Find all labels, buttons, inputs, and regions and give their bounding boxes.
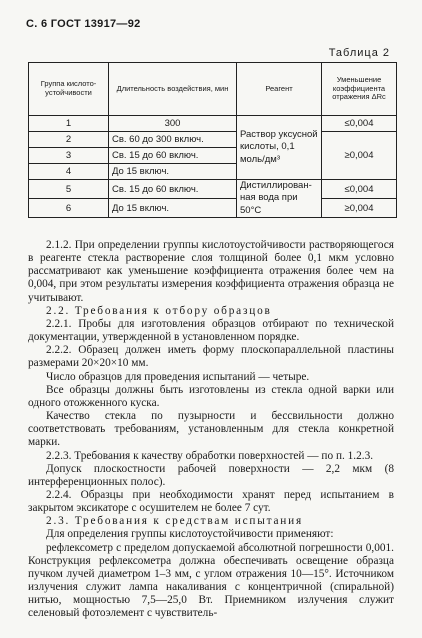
reagent-acid: Раствор уксусной кислоты, 0,1 моль/дм³ [237, 116, 322, 180]
group-cell: 6 [29, 199, 109, 218]
paragraph: Число образцов для проведения испытаний — четыре. [46, 370, 310, 383]
section-heading: 2.2. Требования к отбору образцов [46, 304, 272, 317]
duration-cell: До 15 включ. [109, 199, 237, 218]
page-header: С. 6 ГОСТ 13917—92 [26, 18, 141, 30]
table-header-row [29, 63, 397, 116]
table-row [29, 180, 397, 199]
paragraph: 2.1.2. При определении группы кислотоустойчивости растворяющегося в реагенте стекла растворение слоя толщиной более 0,1 мкм условно рассматривают как уменьшение коэффициента отражения более чем на 0,004, при этом результаты измерения коэффициента отражения образца не учитывают. [28, 239, 394, 304]
table-row [29, 199, 397, 218]
decrease-cell: ≥0,004 [322, 132, 397, 180]
acid-resistance-table [28, 62, 397, 218]
group-cell: 2 [29, 132, 109, 148]
section-heading: 2.3. Требования к средствам испытания [46, 515, 303, 528]
decrease-cell: ≤0,004 [322, 180, 397, 199]
paragraph: 2.2.4. Образцы при необходимости хранят перед испытанием в закрытом эксикаторе с осушителем не более 7 сут. [28, 488, 394, 515]
duration-cell: Св. 15 до 60 включ. [109, 148, 237, 164]
paragraph: Все образцы должны быть изготовлены из стекла одной варки или одного отожженного куска. [28, 383, 394, 409]
paragraph: Для определения группы кислотоустойчивости применяют: [46, 528, 334, 541]
duration-cell: Св. 15 до 60 включ. [109, 180, 237, 199]
reagent-water: Дистиллирован-ная вода при 50°С [237, 180, 322, 218]
header-duration: Длительность воздействия, мин [109, 63, 237, 116]
header-reagent: Реагент [237, 63, 322, 116]
group-cell: 3 [29, 148, 109, 164]
decrease-cell: ≥0,004 [322, 199, 397, 218]
paragraph: 2.2.1. Пробы для изготовления образцов отбирают по технической документации, утвержденной в установленном порядке. [28, 317, 394, 344]
paragraph: 2.2.2. Образец должен иметь форму плоскопараллельной пластины размерами 20×20×10 мм. [28, 344, 394, 370]
paragraph: Допуск плоскостности рабочей поверхности — 2,2 мкм (8 интерференционных полос). [28, 462, 394, 488]
duration-cell: 300 [109, 116, 237, 132]
group-cell: 4 [29, 164, 109, 180]
duration-cell: Св. 60 до 300 включ. [109, 132, 237, 148]
group-cell: 5 [29, 180, 109, 199]
paragraph: Качество стекла по пузырности и бессвильности должно соответствовать требованиям, установленным для стекла конкретной марки. [28, 410, 394, 449]
group-cell: 1 [29, 116, 109, 132]
header-group: Группа кислото-устойчивости [29, 63, 109, 116]
decrease-cell: ≤0,004 [322, 116, 397, 132]
paragraph: 2.2.3. Требования к качеству обработки поверхностей — по п. 1.2.3. [46, 449, 374, 462]
table-caption: Таблица 2 [328, 47, 390, 59]
header-decrease: Уменьшение коэффициента отражения ΔRс [322, 63, 397, 116]
table-row [29, 116, 397, 132]
duration-cell: До 15 включ. [109, 164, 237, 180]
table-row [29, 132, 397, 148]
paragraph: рефлексометр с пределом допускаемой абсолютной погрешности 0,001. Конструкция рефлексометра должна обеспечивать освещение образца пучком лучей диаметром 1–3 мм, с углом отражения 10—15°. Источником излучения служит лампа накаливания с концентричной (спиральной) нитью, мощностью 7,5—25,0 Вт. Приемником излучения служит селеновый фотоэлемент с чувствитель- [28, 541, 394, 620]
body-text [28, 239, 394, 621]
